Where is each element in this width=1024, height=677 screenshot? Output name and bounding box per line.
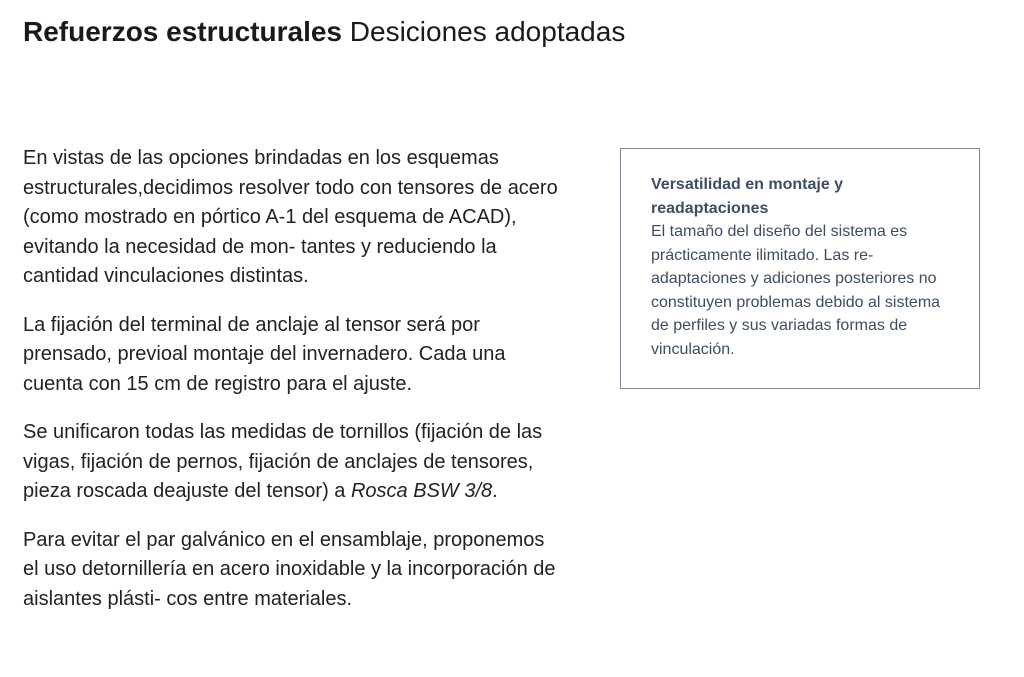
callout-box	[620, 148, 980, 389]
main-content	[23, 144, 563, 614]
page-title	[23, 14, 625, 50]
paragraph-screws-emphasis: Rosca BSW 3/8	[350, 480, 493, 502]
paragraph-tensors: En vistas de las opciones brindadas en los esquemas estructurales,decidimos resolver todo con tensores de acero (como mostrado en pórtico A-1 del esquema de ACAD), evitando la necesidad de mon- tantes y reduciendo la cantidad vinculaciones distintas.	[23, 147, 558, 287]
page-subtitle: Desiciones adoptadas	[349, 16, 626, 47]
callout-body: El tamaño del diseño del sistema es prácticamente ilimitado. Las re- adaptaciones y adiciones posteriores no constituyen problemas debido al sistema de perfiles y sus variadas formas de vinculación.	[651, 223, 941, 358]
paragraph-galvanic: Para evitar el par galvánico en el ensamblaje, proponemos el uso detornillería en acero inoxidable y la incorporación de aislantes plásti- cos entre materiales.	[23, 528, 556, 610]
paragraph-anchoring: La fijación del terminal de anclaje al tensor será por prensado, previoal montaje del invernadero. Cada una cuenta con 15 cm de registro para el ajuste.	[23, 313, 506, 395]
paragraph-screws-end: .	[492, 480, 498, 502]
callout-title: Versatilidad en montaje y readaptaciones	[651, 176, 844, 217]
paragraph-screws	[23, 418, 563, 507]
paragraph-screws-text: Se unificaron todas las medidas de tornillos (fijación de las vigas, fijación de pernos, fijación de anclajes de tensores, pieza roscada deajuste del tensor) a	[23, 421, 543, 502]
page-title-main: Refuerzos estructurales	[23, 16, 343, 47]
